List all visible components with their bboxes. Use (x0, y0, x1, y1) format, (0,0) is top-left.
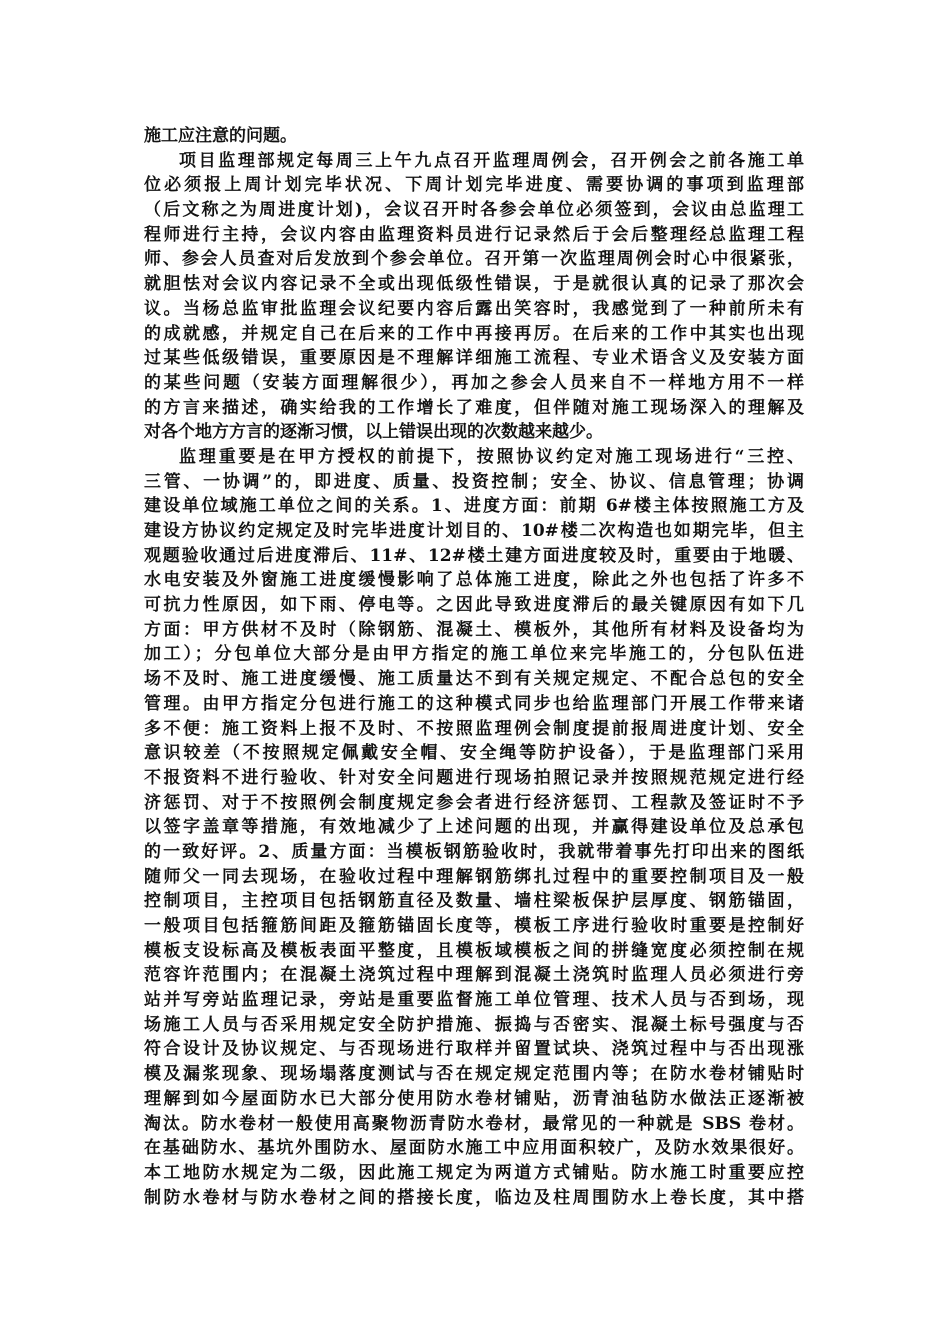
text-line: 场施工人员与否采用规定安全防护措施、振捣与否密实、混凝土标号强度与否 (144, 1014, 804, 1035)
text-line: 建设方协议约定规定及时完毕进度计划目的、10#楼二次构造也如期完毕，但主 (144, 521, 804, 541)
text-line: 以签字盖章等措施，有效地减少了上述问题的出现，并赢得建设单位及总承包 (144, 817, 804, 838)
paragraph-1 (144, 124, 804, 149)
text-line: （后文称之为周进度计划)，会议召开时各参会单位必须签到，会议由总监理工 (144, 200, 804, 221)
text-line: 议。当杨总监审批监理会议纪要内容后露出笑容时，我感觉到了一种前所未有 (144, 298, 804, 319)
paragraph-2 (144, 149, 804, 445)
text-line: 控制项目，主控项目包括钢筋直径及数量、墙柱梁板保护层厚度、钢筋锚固， (144, 891, 804, 912)
text-line: 本工地防水规定为二级，因此施工规定为两道方式铺贴。防水施工时重要应控 (144, 1162, 804, 1183)
text-line: 淘汰。防水卷材一般使用高聚物沥青防水卷材，最常见的一种就是 SBS 卷材。 (144, 1113, 804, 1134)
text-line: 方面：甲方供材不及时（除钢筋、混凝土、模板外，其他所有材料及设备均为 (144, 619, 804, 640)
text-line: 的某些问题（安装方面理解很少），再加之参会人员来自不一样地方用不一样 (144, 372, 804, 393)
text-line: 符合设计及协议规定、与否现场进行取样并留置试块、浇筑过程中与否出现涨 (144, 1039, 804, 1060)
text-line: 过某些低级错误，重要原因是不理解详细施工流程、专业术语含义及安装方面 (144, 348, 804, 369)
text-line: 监理重要是在甲方授权的前提下，按照协议约定对施工现场进行“三控、 (179, 446, 804, 467)
text-line: 施工应注意的问题。 (144, 126, 297, 146)
text-line: 不报资料不进行验收、针对安全问题进行现场拍照记录并按照规范规定进行经 (144, 767, 804, 788)
text-line: 加工）；分包单位大部分是由甲方指定的施工单位来完毕施工的，分包队伍进 (144, 644, 804, 665)
text-line: 建设单位域施工单位之间的关系。1、进度方面：前期 6#楼主体按照施工方及 (144, 496, 804, 517)
text-line: 项目监理部规定每周三上午九点召开监理周例会，召开例会之前各施工单 (179, 150, 804, 171)
text-line: 理解到如今屋面防水已大部分使用防水卷材铺贴，沥青油毡防水做法正逐渐被 (144, 1088, 804, 1109)
text-line: 场不及时、施工进度缓慢、施工质量达不到有关规定规定、不配合总包的安全 (144, 669, 804, 690)
text-line: 站并写旁站监理记录，旁站是重要监督施工单位管理、技术人员与否到场，现 (144, 990, 804, 1011)
text-line: 在基础防水、基坑外围防水、屋面防水施工中应用面积较广，及防水效果很好。 (144, 1138, 804, 1159)
paragraph-3 (144, 445, 804, 1210)
text-line: 管理。由甲方指定分包进行施工的这种模式同步也给监理部门开展工作带来诸 (144, 693, 804, 714)
text-line: 对各个地方方言的逐渐习惯，以上错误出现的次数越来越少。 (144, 422, 603, 443)
text-line: 济惩罚、对于不按照例会制度规定参会者进行经济惩罚、工程款及签证时不予 (144, 792, 804, 813)
text-line: 三管、一协调”的，即进度、质量、投资控制；安全、协议、信息管理；协调 (144, 471, 804, 492)
text-line: 程师进行主持，会议内容由监理资料员进行记录然后于会后整理经总监理工程 (144, 224, 804, 245)
text-line: 可抗力性原因，如下雨、停电等。之因此导致进度滞后的最关键原因有如下几 (144, 595, 804, 616)
text-line: 制防水卷材与防水卷材之间的搭接长度，临边及柱周围防水上卷长度，其中搭 (144, 1187, 804, 1208)
text-line: 意识较差（不按照规定佩戴安全帽、安全绳等防护设备），于是监理部门采用 (144, 743, 804, 764)
text-line: 的成就感，并规定自己在后来的工作中再接再厉。在后来的工作中其实也出现 (144, 323, 804, 344)
text-line: 位必须报上周计划完毕状况、下周计划完毕进度、需要协调的事项到监理部 (144, 175, 804, 196)
text-line: 多不便：施工资料上报不及时、不按照监理例会制度提前报周进度计划、安全 (144, 718, 804, 739)
document-body (144, 124, 804, 1210)
text-line: 师、参会人员查对后发放到个参会单位。召开第一次监理周例会时心中很紧张， (144, 249, 804, 270)
text-line: 观题验收通过后进度滞后、11#、12#楼土建方面进度较及时，重要由于地暖、 (144, 545, 804, 566)
text-line: 就胆怯对会议内容记录不全或出现低级性错误，于是就很认真的记录了那次会 (144, 274, 804, 295)
text-line: 一般项目包括箍筋间距及箍筋锚固长度等，模板工序进行验收时重要是控制好 (144, 916, 804, 936)
text-line: 模及漏浆现象、现场塌落度测试与否在规定规定范围内等；在防水卷材铺贴时 (144, 1064, 804, 1085)
text-line: 的方言来描述，确实给我的工作增长了难度，但伴随对施工现场深入的理解及 (144, 397, 804, 418)
text-line: 模板支设标高及模板表面平整度，且模板域模板之间的拼缝宽度必须控制在规 (144, 940, 804, 961)
text-line: 水电安装及外窗施工进度缓慢影响了总体施工进度，除此之外也包括了许多不 (144, 570, 804, 591)
text-line: 的一致好评。2、质量方面：当模板钢筋验收时，我就带着事先打印出来的图纸 (144, 841, 804, 862)
text-line: 范容许范围内；在混凝土浇筑过程中理解到混凝土浇筑时监理人员必须进行旁 (144, 965, 804, 986)
text-line: 随师父一同去现场，在验收过程中理解钢筋绑扎过程中的重要控制项目及一般 (144, 866, 804, 887)
